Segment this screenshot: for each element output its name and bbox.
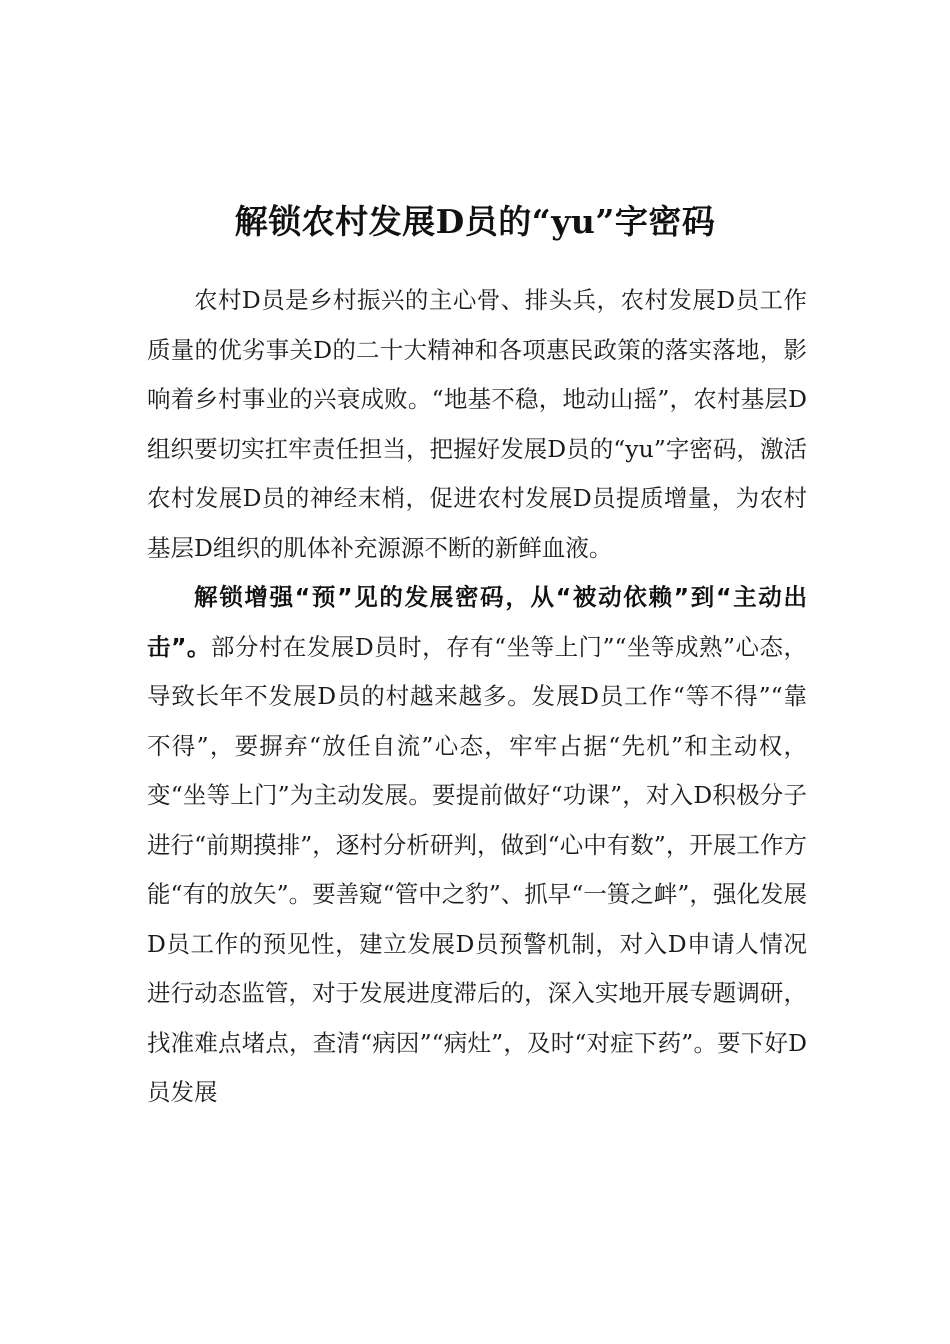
document-title: 解锁农村发展D员的“yu”字密码 bbox=[234, 202, 716, 242]
document-body bbox=[147, 276, 807, 1118]
paragraph-text: 农村D员是乡村振兴的主心骨、排头兵，农村发展D员工作质量的优劣事关D的二十大精神和各项惠民政策的落实落地，影响着乡村事业的兴衰成败。“地基不稳，地动山摇”，农村基层D组织要切实扛牢责任担当，把握好发展D员的“yu”字密码，激活农村发展D员的神经末梢，促进农村发展D员提质增量，为农村基层D组织的肌体补充源源不断的新鲜血液。 bbox=[147, 286, 807, 562]
paragraph-text: 部分村在发展D员时，存有“坐等上门”“坐等成熟”心态，导致长年不发展D员的村越来越多。发展D员工作“等不得”“靠不得”，要摒弃“放任自流”心态，牢牢占据“先机”和主动权，变“坐等上门”为主动发展。要提前做好“功课”，对入D积极分子进行“前期摸排”，逐村分析研判，做到“心中有数”，开展工作方能“有的放矢”。要善窥“管中之豹”、抓早“一篑之衅”，强化发展D员工作的预见性，建立发展D员预警机制，对入D申请人情况进行动态监管，对于发展进度滞后的，深入实地开展专题调研，找准难点堵点，查清“病因”“病灶”，及时“对症下药”。要下好D员发展 bbox=[147, 632, 807, 1106]
paragraph-section-1 bbox=[147, 573, 807, 1118]
paragraph-intro bbox=[147, 276, 807, 573]
paragraph-lead: 解锁增强“预”见的发展密码，从“被动依赖”到“主动出击”。 bbox=[147, 583, 807, 661]
